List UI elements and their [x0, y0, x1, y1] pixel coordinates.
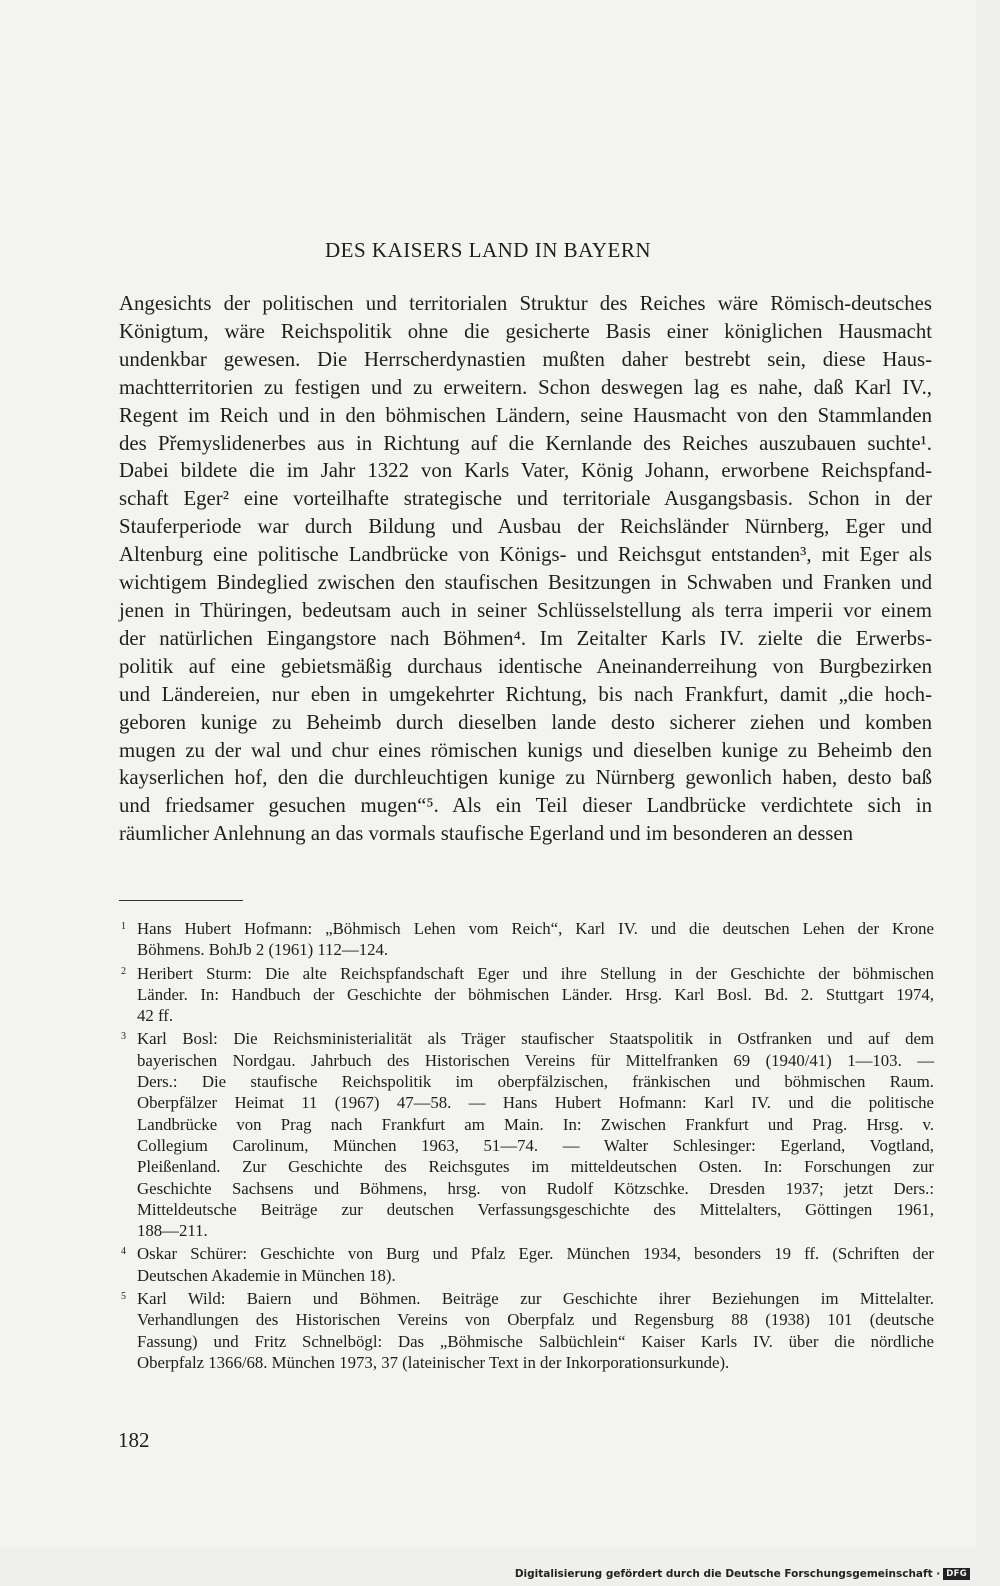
body-line: undenkbar gewesen. Die Herrscherdynastien mußten daher bestrebt sein, diese Haus-	[119, 347, 932, 371]
footnote-line: Oskar Schürer: Geschichte von Burg und Pfalz Eger. München 1934, besonders 19 ff. (Schriften der	[137, 1244, 934, 1264]
footnote-line: Geschichte Sachsens und Böhmens, hrsg. von Rudolf Kötzschke. Dresden 1937; jetzt Ders.:	[137, 1178, 934, 1198]
footnote-number: 2	[121, 965, 126, 977]
body-line: des Přemyslidenerbes aus in Richtung auf die Kernlande des Reiches auszubauen suchte¹.	[119, 431, 932, 455]
body-line: geboren kunige zu Beheimb durch dieselben lande desto sicherer ziehen und komben	[119, 710, 932, 734]
footnote-line: Ders.: Die staufische Reichspolitik im oberpfälzischen, fränkischen und böhmischen Raum.	[137, 1072, 934, 1092]
body-line: mugen zu der wal und chur eines römischen kunigs und dieselben kunige zu Beheimb den	[119, 738, 932, 762]
credit-text: Digitalisierung gefördert durch die Deutsche Forschungsgemeinschaft ·	[514, 1568, 941, 1580]
footnote-line: Landbrücke von Prag nach Frankfurt am Main. In: Zwischen Frankfurt und Prag. Hrsg. v.	[137, 1114, 934, 1134]
footnote-number: 5	[121, 1291, 126, 1303]
body-line: kayserlichen hof, den die durchleuchtigen kunige zu Nürnberg gewonlich haben, desto baß	[119, 766, 932, 790]
footnote-number: 4	[121, 1246, 126, 1258]
footnote-number: 3	[121, 1031, 126, 1043]
footnote-line: Hans Hubert Hofmann: „Böhmisch Lehen vom Reich“, Karl IV. und die deutschen Lehen der Krone	[137, 919, 934, 938]
main-paragraph	[119, 290, 932, 848]
footnote-line: Verhandlungen des Historischen Vereins von Oberpfalz und Regensburg 88 (1938) 101 (deutsche	[137, 1310, 934, 1330]
page-number: 182	[118, 1428, 150, 1452]
body-line: räumlicher Anlehnung an das vormals staufische Egerland und im besonderen an dessen	[119, 822, 854, 846]
body-line: und friedsamer gesuchen mugen“⁵. Als ein Teil dieser Landbrücke verdichtete sich in	[119, 794, 932, 818]
footnote-line: 188—211.	[137, 1221, 208, 1241]
footnote-line: 42 ff.	[137, 1006, 174, 1026]
footnote	[119, 918, 934, 961]
dfg-logo: DFG	[943, 1568, 970, 1580]
page-title: DES KAISERS LAND IN BAYERN	[324, 238, 652, 262]
footnote	[119, 963, 934, 1027]
footnotes-list	[119, 918, 934, 1375]
body-line: Regent im Reich und in den böhmischen Ländern, seine Hausmacht von den Stammlanden	[119, 403, 932, 427]
body-line: jenen in Thüringen, bedeutsam auch in seiner Schlüsselstellung als terra imperii vor einem	[119, 598, 932, 622]
body-line: politik auf eine gebietsmäßig durchaus identische Aneinanderreihung von Burgbezirken	[119, 654, 932, 678]
footnote-line: Pleißenland. Zur Geschichte des Reichsgutes im mitteldeutschen Osten. In: Forschungen zur	[137, 1157, 934, 1177]
footnote-separator	[119, 900, 243, 901]
body-line: Stauferperiode war durch Bildung und Ausbau der Reichsländer Nürnberg, Eger und	[119, 515, 932, 539]
body-line: Dabei bildete die im Jahr 1322 von Karls Vater, König Johann, erworbene Reichspfand-	[119, 459, 932, 483]
body-line: wichtigem Bindeglied zwischen den staufischen Besitzungen in Schwaben und Franken und	[119, 571, 932, 595]
body-line: Altenburg eine politische Landbrücke von Königs- und Reichsgut entstanden³, mit Eger als	[119, 543, 932, 567]
body-line: Königtum, wäre Reichspolitik ohne die gesicherte Basis einer königlichen Hausmacht	[119, 319, 932, 343]
footnote	[119, 1243, 934, 1286]
footnote-line: Karl Wild: Baiern und Böhmen. Beiträge zur Geschichte ihrer Beziehungen im Mittelalter.	[137, 1289, 934, 1309]
footnote-line: bayerischen Nordgau. Jahrbuch des Historischen Vereins für Mittelfranken 69 (1940/41) 1—103. —	[137, 1050, 934, 1070]
footnote-line: Deutschen Akademie in München 18).	[137, 1265, 396, 1285]
body-line: und Ländereien, nur eben in umgekehrter Richtung, bis nach Frankfurt, damit „die hoch-	[119, 682, 932, 706]
body-line: Angesichts der politischen und territorialen Struktur des Reiches wäre Römisch-deutsches	[119, 292, 932, 315]
footnote-line: Collegium Carolinum, München 1963, 51—74. — Walter Schlesinger: Egerland, Vogtland,	[137, 1135, 934, 1155]
footnote	[119, 1288, 934, 1373]
body-line: machtterritorien zu festigen und zu erweitern. Schon deswegen lag es nahe, daß Karl IV.,	[119, 375, 932, 399]
footnote-number: 1	[121, 921, 126, 932]
footnote-line: Oberpfalz 1366/68. München 1973, 37 (lateinischer Text in der Inkorporationsurkunde).	[137, 1352, 730, 1372]
footnote-line: Fassung) und Fritz Schnelbögl: Das „Böhmische Salbüchlein“ Kaiser Karls IV. über die nördliche	[137, 1331, 934, 1351]
body-line: schaft Eger² eine vorteilhafte strategische und territoriale Ausgangsbasis. Schon in der	[119, 487, 932, 511]
digitization-credit	[515, 1568, 970, 1580]
footnote-line: Länder. In: Handbuch der Geschichte der böhmischen Länder. Hrsg. Karl Bosl. Bd. 2. Stuttgart 1974,	[137, 984, 934, 1004]
footnote-line: Heribert Sturm: Die alte Reichspfandschaft Eger und ihre Stellung in der Geschichte der böhmischen	[137, 963, 934, 983]
footnote-line: Oberpfälzer Heimat 11 (1967) 47—58. — Hans Hubert Hofmann: Karl IV. und die politische	[137, 1093, 934, 1113]
footnote-line: Böhmens. BohJb 2 (1961) 112—124.	[137, 940, 389, 960]
body-line: der natürlichen Eingangstore nach Böhmen⁴. Im Zeitalter Karls IV. zielte die Erwerbs-	[119, 626, 932, 650]
footnote-line: Mitteldeutsche Beiträge zur deutschen Verfassungsgeschichte des Mittelalters, Göttingen 1961,	[137, 1199, 934, 1219]
footnote-line: Karl Bosl: Die Reichsministerialität als Träger staufischer Staatspolitik in Ostfranken und auf dem	[137, 1029, 934, 1049]
footnote	[119, 1028, 934, 1241]
